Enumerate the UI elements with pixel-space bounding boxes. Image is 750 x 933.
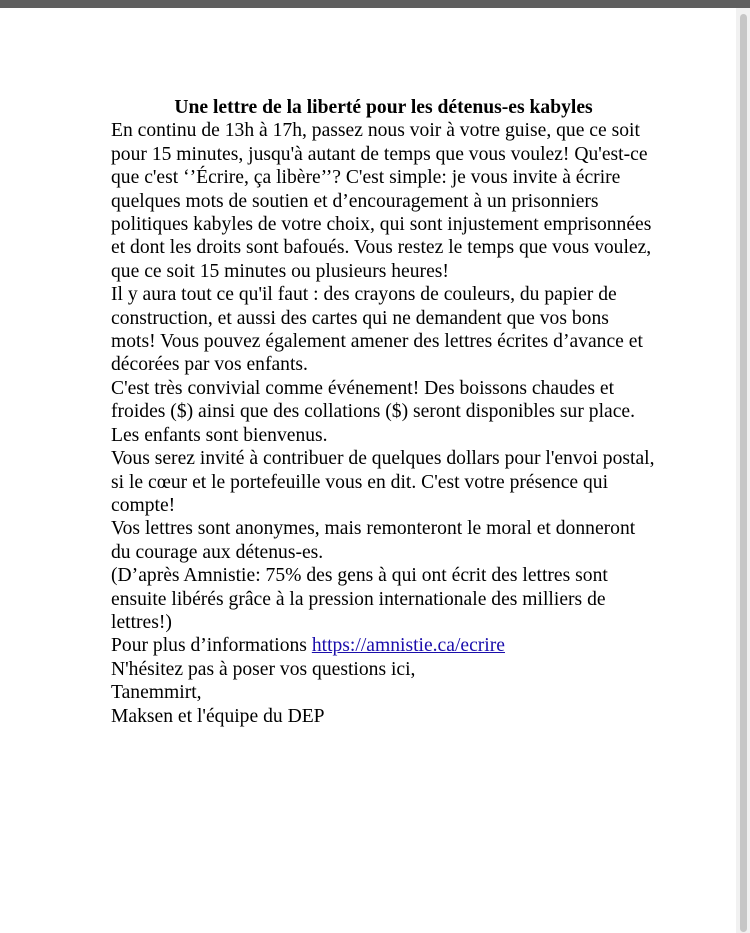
paragraph-amnesty: (D’après Amnistie: 75% des gens à qui ont écrit des lettres sont ensuite libérés grâce à la pression internationale des milliers de lettres!) (111, 565, 608, 633)
signature-line: Maksen et l'équipe du DEP (111, 705, 325, 727)
paragraph-contribution: Vous serez invité à contribuer de quelques dollars pour l'envoi postal, si le cœur et le portefeuille vous en dit. C'est votre présence qui compte! (111, 448, 655, 516)
paragraph-intro: En continu de 13h à 17h, passez nous voir à votre guise, que ce soit pour 15 minutes, jusqu'à autant de temps que vous voulez! Qu'est-ce que c'est ‘’Écrire, ça libère’’? C'est simple: je vous invite à écrire quelques mots de soutien et d’encouragement à un prisonniers politiques kabyles de votre choix, qui sont injustement emprisonnées et dont les droits sont bafoués. Vous restez le temps que vous voulez, que ce soit 15 minutes ou plusieurs heures! (111, 120, 652, 282)
paragraph-materials: Il y aura tout ce qu'il faut : des crayons de couleurs, du papier de construction, et aussi des cartes qui ne demandent que vos bons mots! Vous pouvez également amener des lettres écrites d’avance et décorées par vos enfants. (111, 284, 643, 376)
window-top-bar (0, 0, 750, 8)
info-line (111, 634, 656, 657)
thanks-line: Tanemmirt, (111, 682, 202, 704)
scrollbar-thumb[interactable] (740, 14, 747, 932)
info-link[interactable]: https://amnistie.ca/ecrire (311, 635, 505, 657)
vertical-scrollbar[interactable] (736, 8, 750, 933)
document-body (111, 96, 656, 728)
paragraph-event: C'est très convivial comme événement! Des boissons chaudes et froides ($) ainsi que des collations ($) seront disponibles sur place. Les enfants sont bienvenus. (111, 377, 636, 446)
questions-line: N'hésitez pas à poser vos questions ici, (111, 658, 416, 680)
document-title: Une lettre de la liberté pour les détenus-es kabyles (174, 97, 593, 118)
paragraph-anonymous: Vos lettres sont anonymes, mais remonteront le moral et donneront du courage aux détenus-es. (111, 518, 636, 563)
info-prefix: Pour plus d’informations (111, 635, 312, 657)
